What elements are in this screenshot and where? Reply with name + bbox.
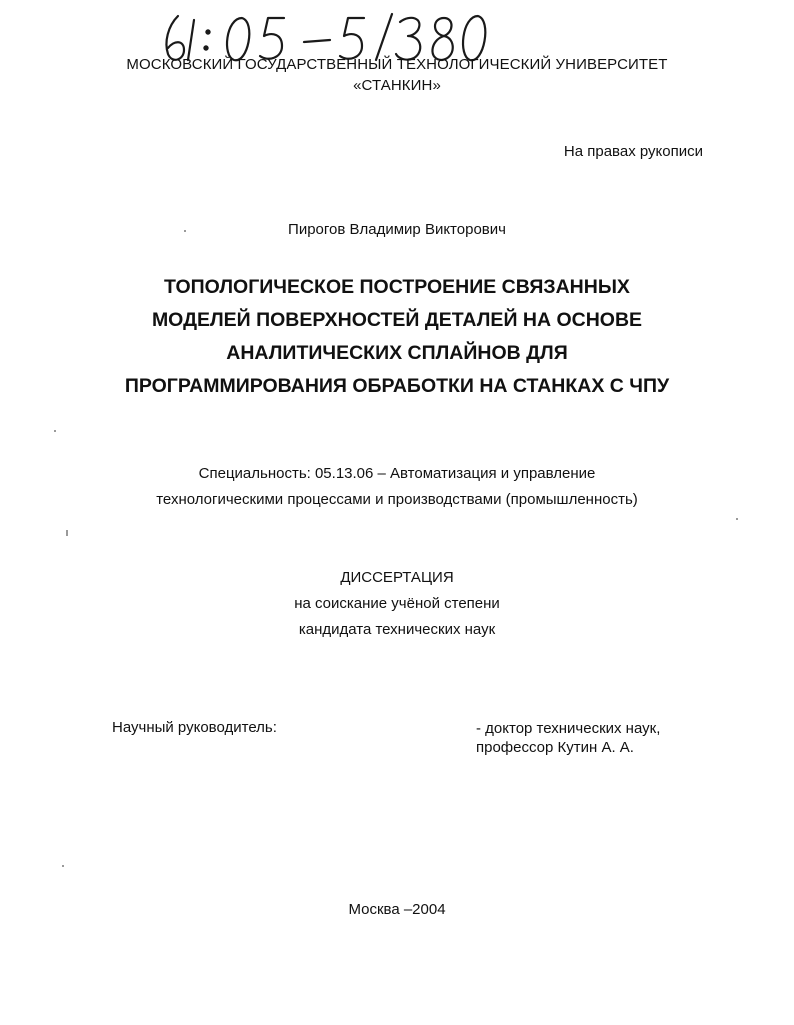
university-name (0, 54, 794, 96)
scan-speck (736, 518, 738, 520)
dissertation-heading: ДИССЕРТАЦИЯ (340, 569, 454, 586)
title-line: МОДЕЛЕЙ ПОВЕРХНОСТЕЙ ДЕТАЛЕЙ НА ОСНОВЕ (151, 309, 643, 331)
supervisor-label: Научный руководитель: (112, 719, 277, 736)
scan-speck (54, 430, 56, 432)
degree-line-2: кандидата технических наук (298, 621, 496, 638)
scan-speck (66, 530, 68, 536)
scan-speck (62, 865, 64, 867)
title-line: ТОПОЛОГИЧЕСКОЕ ПОСТРОЕНИЕ СВЯЗАННЫХ (164, 276, 630, 298)
title-line: ПРОГРАММИРОВАНИЯ ОБРАБОТКИ НА СТАНКАХ С ЧПУ (124, 375, 670, 397)
rights-note: На правах рукописи (563, 143, 703, 160)
author-name: Пирогов Владимир Викторович (288, 221, 506, 238)
supervisor-degree: - доктор технических наук, (476, 720, 661, 737)
degree-line-1: на соискание учёной степени (294, 595, 500, 612)
supervisor-details (476, 719, 660, 757)
degree-block (0, 565, 794, 643)
university-line-1: МОСКОВСКИЙ ГОСУДАРСТВЕННЫЙ ТЕХНОЛОГИЧЕСКИЙ УНИВЕРСИТЕТ (126, 56, 668, 73)
university-line-2: «СТАНКИН» (353, 77, 441, 94)
specialty-line-1: Специальность: 05.13.06 – Автоматизация и управление (198, 465, 596, 482)
dissertation-title (0, 271, 794, 403)
specialty (0, 461, 794, 513)
specialty-line-2: технологическими процессами и производствами (промышленность) (156, 491, 638, 508)
title-line: АНАЛИТИЧЕСКИХ СПЛАЙНОВ ДЛЯ (226, 342, 568, 364)
supervisor-name: профессор Кутин А. А. (476, 739, 634, 756)
city-year: Москва –2004 (348, 901, 446, 918)
scan-speck (184, 230, 186, 232)
